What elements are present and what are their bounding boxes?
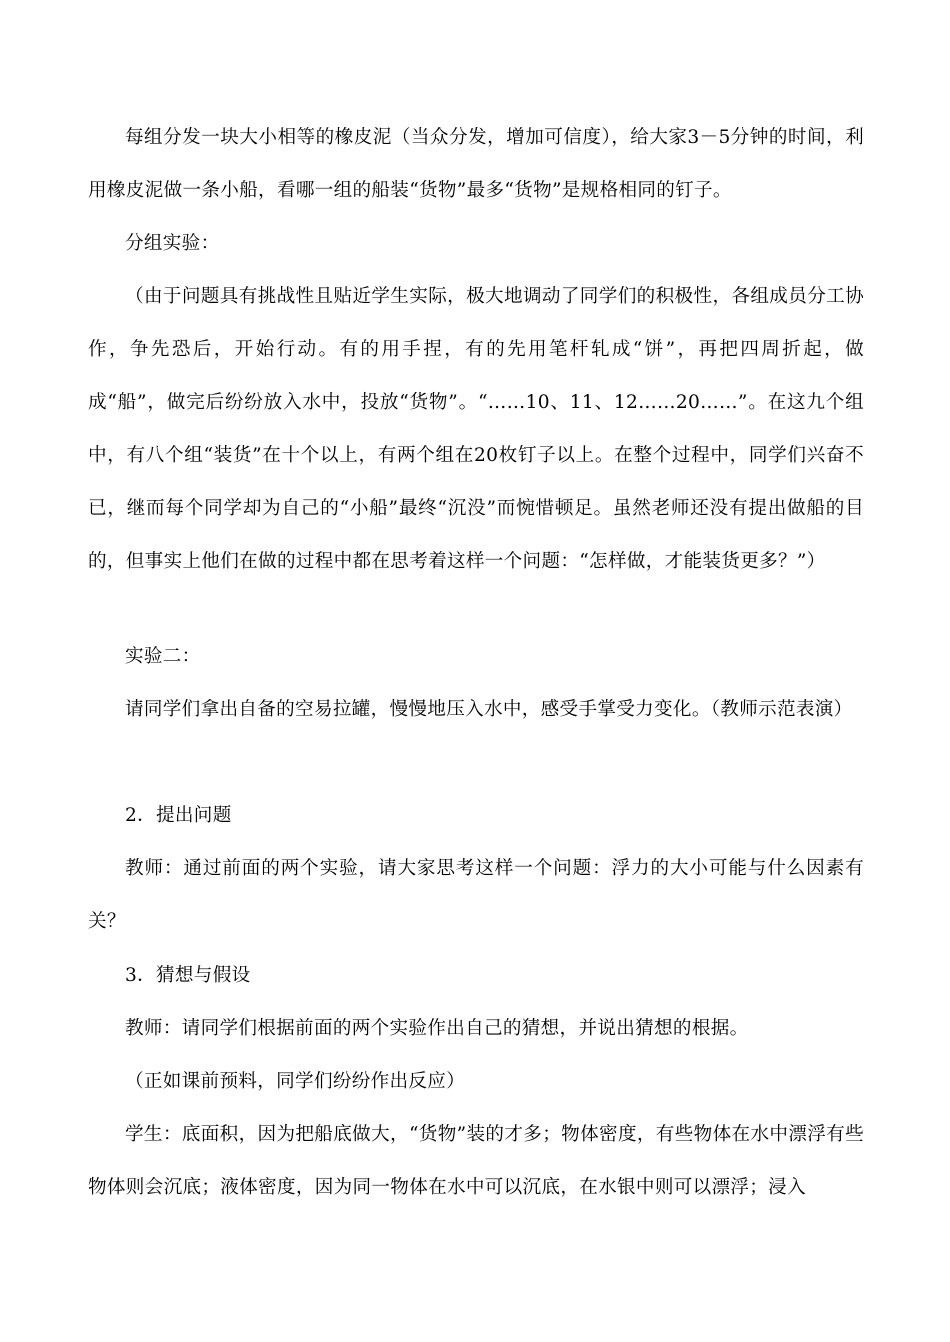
paragraph-boat-experiment-intro: 每组分发一块大小相等的橡皮泥（当众分发，增加可信度），给大家3－5分钟的时间，利用橡皮泥做一条小船，看哪一组的船装“货物”最多“货物”是规格相同的钉子。 bbox=[88, 127, 864, 201]
section-heading-hypothesis: 3．猜想与假设 bbox=[125, 965, 251, 986]
section-heading-raise-question: 2．提出问题 bbox=[125, 805, 232, 826]
paragraph-student-answers: 学生：底面积，因为把船底做大，“货物”装的才多；物体密度，有些物体在水中漂浮有些物体则会沉底；液体密度，因为同一物体在水中可以沉底，在水银中则可以漂浮；浸入 bbox=[88, 1124, 864, 1198]
paragraph-group-experiment-description: （由于问题具有挑战性且贴近学生实际，极大地调动了同学们的积极性，各组成员分工协作，争先恐后，开始行动。有的用手捏，有的先用笔杆轧成“饼”，再把四周折起，做成“船”，做完后纷纷放入水中，投放“货物”。“……10、11、12……20……”。在这九个组中，有八个组“装货”在十个以上，有两个组在20枚钉子以上。在整个过程中，同学们兴奋不已，继而每个同学却为自己的“小船”最终“沉没”而惋惜顿足。虽然老师还没有提出做船的目的，但事实上他们在做的过程中都在思考着这样一个问题：“怎样做，才能装货更多？”） bbox=[88, 286, 864, 572]
paragraph-teacher-hypothesis-prompt: 教师：请同学们根据前面的两个实验作出自己的猜想，并说出猜想的根据。 bbox=[125, 1018, 749, 1039]
paragraph-experiment-two-heading: 实验二： bbox=[125, 646, 201, 667]
paragraph-group-experiment-heading: 分组实验： bbox=[125, 233, 220, 254]
paragraph-class-reaction: （正如课前预料，同学们纷纷作出反应） bbox=[125, 1071, 466, 1092]
paragraph-experiment-two-description: 请同学们拿出自备的空易拉罐，慢慢地压入水中，感受手掌受力变化。（教师示范表演） bbox=[125, 699, 853, 720]
paragraph-teacher-question: 教师：通过前面的两个实验，请大家思考这样一个问题：浮力的大小可能与什么因素有关？ bbox=[88, 858, 864, 932]
